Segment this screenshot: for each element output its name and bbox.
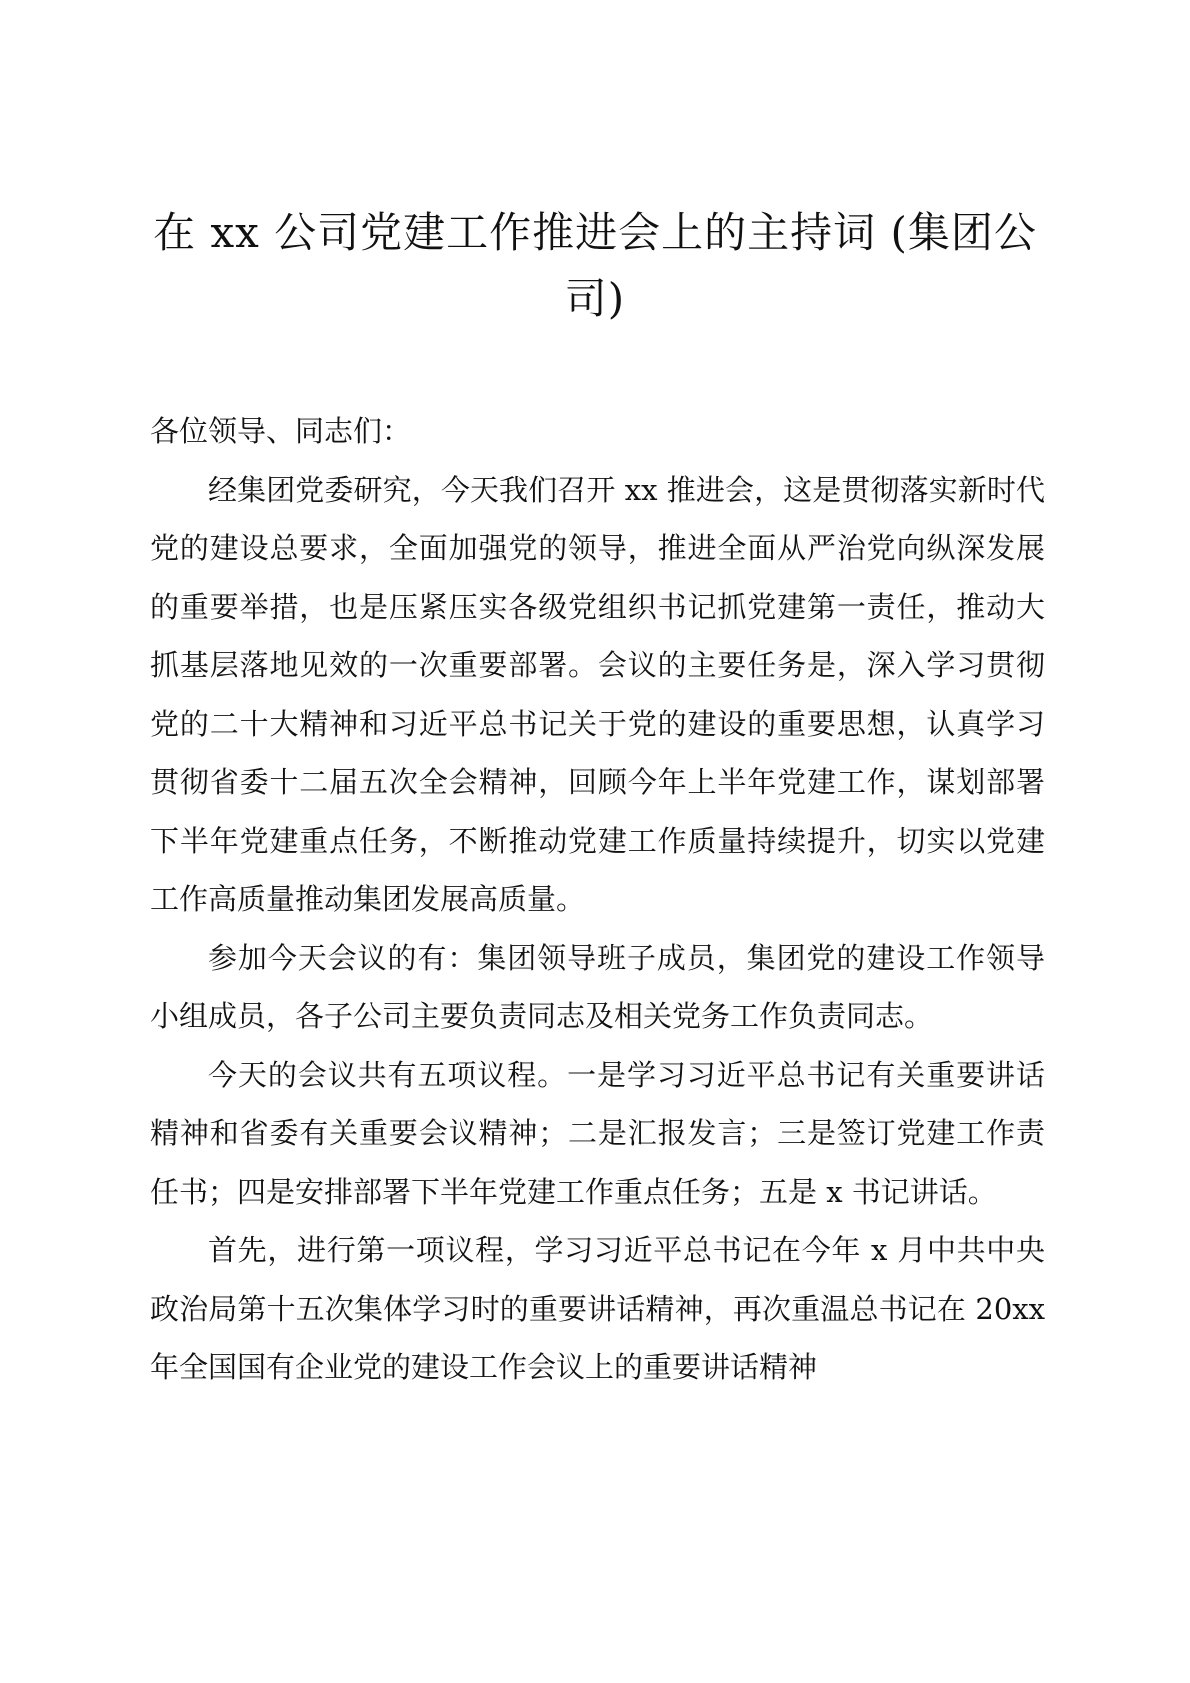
document-title: 在 xx 公司党建工作推进会上的主持词 (集团公司) xyxy=(153,208,1037,323)
paragraph-opening: 经集团党委研究，今天我们召开 xx 推进会，这是贯彻落实新时代党的建设总要求，全面加强党的领导，推进全面从严治党向纵深发展的重要举措，也是压紧压实各级党组织书记抓党建第一责任，推动大抓基层落地见效的一次重要部署。会议的主要任务是，深入学习贯彻党的二十大精神和习近平总书记关于党的建设的重要思想，认真学习贯彻省委十二届五次全会精神，回顾今年上半年党建工作，谋划部署下半年党建重点任务，不断推动党建工作质量持续提升，切实以党建工作高质量推动集团发展高质量。 xyxy=(150,472,1045,916)
paragraph-attendees: 参加今天会议的有：集团领导班子成员，集团党的建设工作领导小组成员，各子公司主要负责同志及相关党务工作负责同志。 xyxy=(150,940,1045,1033)
paragraph-first-item: 首先，进行第一项议程，学习习近平总书记在今年 x 月中共中央政治局第十五次集体学习时的重要讲话精神，再次重温总书记在 20xx 年全国国有企业党的建设工作会议上的重要讲话精神 xyxy=(150,1233,1045,1384)
paragraph-agenda: 今天的会议共有五项议程。一是学习习近平总书记有关重要讲话精神和省委有关重要会议精神；二是汇报发言；三是签订党建工作责任书；四是安排部署下半年党建工作重点任务；五是 x 书记讲话。 xyxy=(150,1057,1045,1209)
salutation: 各位领导、同志们： xyxy=(150,414,412,448)
document-body xyxy=(150,402,1045,1397)
